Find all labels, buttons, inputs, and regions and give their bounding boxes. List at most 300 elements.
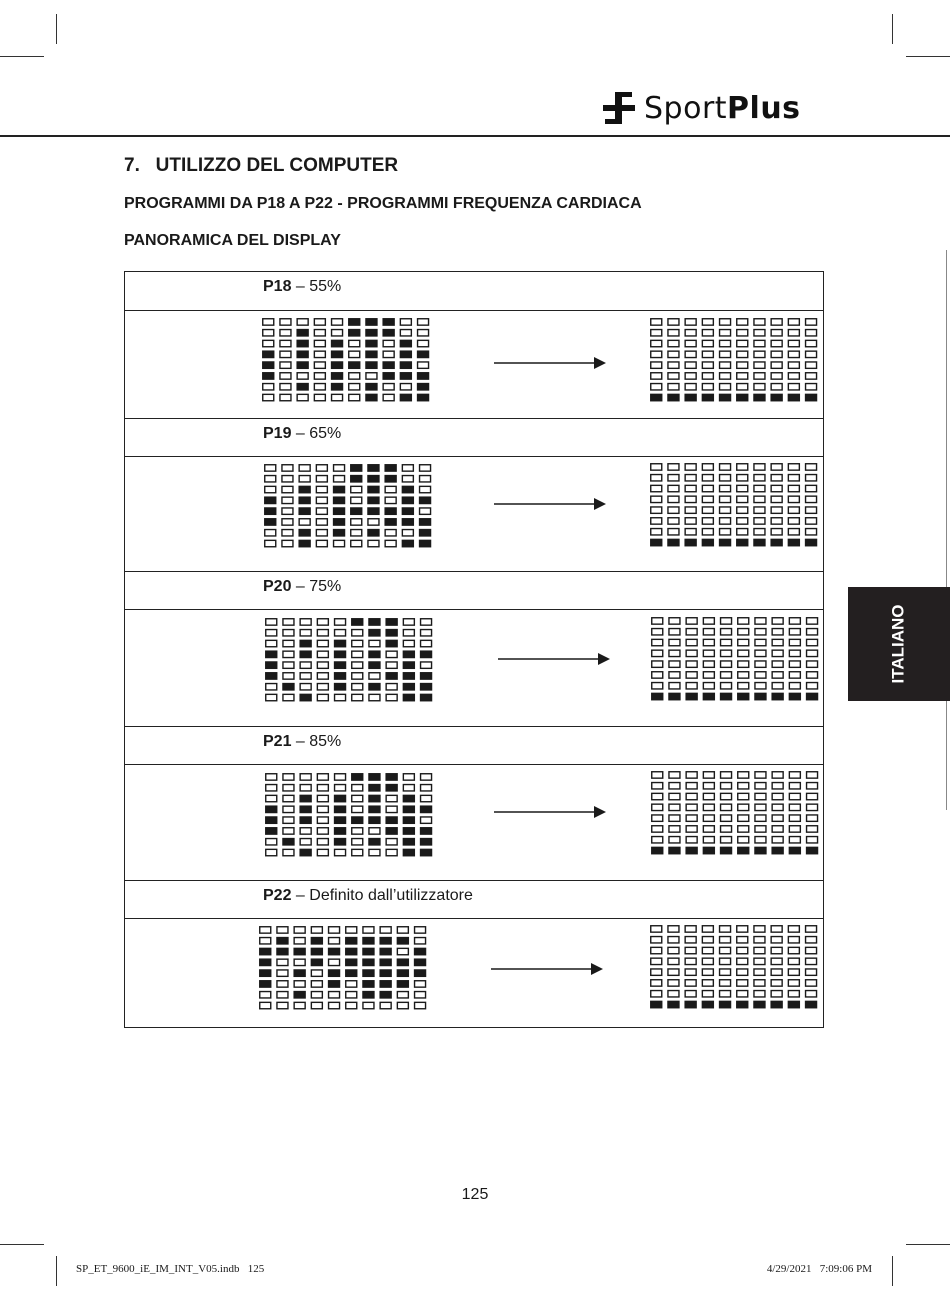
- led-segment-off: [263, 384, 274, 390]
- led-segment-on: [332, 384, 343, 390]
- led-segment-off: [737, 947, 748, 953]
- led-segment-off: [277, 992, 288, 998]
- led-segment-off: [651, 319, 662, 325]
- led-segment-on: [789, 847, 800, 853]
- led-segment-on: [402, 540, 413, 546]
- program-code: P20: [263, 578, 292, 595]
- led-segment-on: [685, 394, 696, 400]
- led-segment-off: [738, 772, 749, 778]
- led-segment-off: [721, 826, 732, 832]
- led-segment-off: [771, 384, 782, 390]
- led-segment-off: [720, 485, 731, 491]
- led-segment-off: [771, 373, 782, 379]
- led-segment-off: [352, 684, 363, 690]
- led-segment-off: [668, 485, 679, 491]
- led-segment-off: [669, 772, 680, 778]
- led-segment-off: [738, 618, 749, 624]
- led-segment-off: [686, 618, 697, 624]
- led-segment-off: [702, 980, 713, 986]
- led-segment-off: [335, 774, 346, 780]
- led-segment-off: [806, 330, 817, 336]
- led-segment-on: [335, 795, 346, 801]
- led-segment-off: [737, 958, 748, 964]
- led-segment-on: [366, 319, 377, 325]
- led-segment-off: [265, 465, 276, 471]
- led-segment-off: [720, 518, 731, 524]
- led-segment-on: [260, 970, 271, 976]
- led-segment-off: [720, 351, 731, 357]
- led-segment-off: [397, 927, 408, 933]
- led-segment-on: [300, 806, 311, 812]
- led-segment-off: [771, 475, 782, 481]
- led-segment-off: [788, 384, 799, 390]
- led-segment-off: [363, 927, 374, 933]
- led-segment-off: [352, 673, 363, 679]
- program-code: P19: [263, 425, 292, 442]
- led-segment-on: [400, 394, 411, 400]
- led-segment-off: [263, 340, 274, 346]
- led-segment-on: [420, 530, 431, 536]
- led-segment-on: [702, 1001, 713, 1007]
- led-segment-on: [386, 630, 397, 636]
- led-segment-off: [668, 351, 679, 357]
- led-segment-on: [300, 795, 311, 801]
- led-segment-off: [351, 530, 362, 536]
- led-segment-off: [788, 330, 799, 336]
- led-segment-off: [668, 340, 679, 346]
- led-segment-off: [314, 351, 325, 357]
- led-segment-off: [403, 630, 414, 636]
- led-segment-on: [299, 497, 310, 503]
- led-segment-off: [349, 351, 360, 357]
- led-segment-on: [668, 394, 679, 400]
- footer-file: SP_ET_9600_iE_IM_INT_V05.indb 125: [76, 1263, 265, 1275]
- led-segment-off: [738, 783, 749, 789]
- led-segment-off: [369, 828, 380, 834]
- led-segment-off: [329, 1002, 340, 1008]
- led-segment-off: [806, 485, 817, 491]
- led-segment-off: [311, 981, 322, 987]
- led-segment-off: [772, 650, 783, 656]
- crop-mark: [906, 1244, 950, 1245]
- led-segment-on: [380, 970, 391, 976]
- program-desc: – Definito dall’utilizzatore: [291, 887, 473, 904]
- led-segment-on: [283, 839, 294, 845]
- led-segment-on: [403, 662, 414, 668]
- led-segment-off: [402, 476, 413, 482]
- led-segment-on: [721, 693, 732, 699]
- led-segment-on: [299, 530, 310, 536]
- led-segment-off: [771, 507, 782, 513]
- led-segment-on: [369, 806, 380, 812]
- led-segment-off: [652, 639, 663, 645]
- led-segment-off: [772, 683, 783, 689]
- led-segment-off: [346, 981, 357, 987]
- led-segment-off: [772, 826, 783, 832]
- led-segment-off: [380, 927, 391, 933]
- led-segment-off: [283, 630, 294, 636]
- led-segment-on: [421, 673, 432, 679]
- led-segment-off: [720, 340, 731, 346]
- led-segment-off: [415, 981, 426, 987]
- led-segment-off: [669, 618, 680, 624]
- led-segment-off: [686, 783, 697, 789]
- led-segment-on: [297, 362, 308, 368]
- arrow-head: [594, 357, 606, 369]
- arrow-head: [594, 806, 606, 818]
- led-segment-off: [386, 839, 397, 845]
- led-segment-on: [369, 774, 380, 780]
- target-matrix: [651, 617, 823, 704]
- program-row-label: [124, 271, 824, 311]
- led-segment-off: [652, 618, 663, 624]
- led-segment-off: [335, 630, 346, 636]
- subtitle: PROGRAMMI DA P18 A P22 - PROGRAMMI FREQUENZA CARDIACA: [124, 195, 642, 212]
- led-segment-off: [283, 828, 294, 834]
- led-segment-off: [314, 340, 325, 346]
- led-segment-off: [755, 639, 766, 645]
- led-segment-on: [366, 351, 377, 357]
- led-segment-on: [386, 619, 397, 625]
- led-segment-off: [317, 828, 328, 834]
- led-segment-off: [352, 795, 363, 801]
- led-segment-off: [738, 629, 749, 635]
- led-segment-on: [349, 330, 360, 336]
- led-segment-off: [652, 672, 663, 678]
- led-segment-on: [386, 640, 397, 646]
- led-segment-off: [403, 619, 414, 625]
- led-segment-off: [771, 969, 782, 975]
- brand-name-light: Sport: [644, 90, 728, 126]
- led-segment-off: [754, 340, 765, 346]
- led-segment-off: [702, 340, 713, 346]
- led-segment-off: [771, 362, 782, 368]
- led-segment-off: [314, 330, 325, 336]
- program-code: P18: [263, 278, 292, 295]
- led-segment-on: [332, 373, 343, 379]
- led-segment-on: [363, 992, 374, 998]
- led-segment-off: [720, 373, 731, 379]
- led-segment-off: [282, 519, 293, 525]
- led-segment-off: [260, 927, 271, 933]
- led-segment-off: [685, 362, 696, 368]
- led-segment-off: [686, 639, 697, 645]
- led-segment-on: [263, 362, 274, 368]
- led-segment-on: [402, 508, 413, 514]
- led-segment-off: [685, 947, 696, 953]
- led-segment-off: [651, 373, 662, 379]
- section-title: 7. UTILIZZO DEL COMPUTER: [124, 155, 399, 176]
- led-segment-on: [260, 981, 271, 987]
- led-segment-off: [685, 475, 696, 481]
- led-segment-off: [652, 629, 663, 635]
- led-segment-on: [266, 673, 277, 679]
- led-segment-off: [721, 672, 732, 678]
- led-segment-off: [317, 651, 328, 657]
- led-segment-on: [772, 693, 783, 699]
- led-segment-on: [651, 539, 662, 545]
- led-segment-off: [807, 815, 818, 821]
- led-segment-off: [702, 351, 713, 357]
- led-segment-off: [352, 662, 363, 668]
- led-segment-off: [265, 540, 276, 546]
- led-segment-off: [421, 785, 432, 791]
- led-segment-on: [385, 465, 396, 471]
- led-segment-off: [300, 630, 311, 636]
- led-segment-off: [806, 496, 817, 502]
- led-segment-off: [737, 991, 748, 997]
- led-segment-on: [366, 330, 377, 336]
- led-segment-on: [806, 1001, 817, 1007]
- led-segment-off: [282, 486, 293, 492]
- led-segment-off: [754, 926, 765, 932]
- led-segment-off: [703, 826, 714, 832]
- led-segment-off: [720, 330, 731, 336]
- led-segment-off: [277, 927, 288, 933]
- profile-matrix: [259, 926, 431, 1013]
- led-segment-on: [335, 673, 346, 679]
- led-segment-on: [403, 849, 414, 855]
- led-segment-on: [806, 539, 817, 545]
- led-segment-off: [720, 926, 731, 932]
- led-segment-off: [738, 639, 749, 645]
- led-segment-off: [703, 804, 714, 810]
- led-segment-off: [755, 618, 766, 624]
- led-segment-off: [352, 640, 363, 646]
- brand-name-bold: Plus: [727, 90, 801, 126]
- led-segment-off: [788, 507, 799, 513]
- led-segment-off: [686, 629, 697, 635]
- led-segment-off: [300, 684, 311, 690]
- led-segment-on: [332, 340, 343, 346]
- led-segment-on: [415, 959, 426, 965]
- led-segment-off: [421, 817, 432, 823]
- led-segment-on: [335, 806, 346, 812]
- led-segment-on: [369, 684, 380, 690]
- led-segment-off: [702, 485, 713, 491]
- led-segment-on: [720, 539, 731, 545]
- led-segment-on: [335, 662, 346, 668]
- led-segment-off: [721, 639, 732, 645]
- led-segment-off: [755, 629, 766, 635]
- led-segment-on: [738, 847, 749, 853]
- led-segment-off: [668, 518, 679, 524]
- led-segment-off: [754, 529, 765, 535]
- led-segment-off: [720, 319, 731, 325]
- led-segment-off: [771, 496, 782, 502]
- led-segment-off: [668, 464, 679, 470]
- led-segment-off: [668, 937, 679, 943]
- led-segment-on: [771, 539, 782, 545]
- led-segment-on: [669, 847, 680, 853]
- led-segment-off: [788, 351, 799, 357]
- led-segment-on: [754, 1001, 765, 1007]
- led-segment-off: [317, 640, 328, 646]
- led-segment-off: [329, 938, 340, 944]
- led-segment-off: [352, 839, 363, 845]
- crop-mark: [0, 56, 44, 57]
- led-segment-on: [403, 828, 414, 834]
- led-segment-off: [297, 319, 308, 325]
- led-segment-on: [263, 373, 274, 379]
- led-segment-off: [385, 540, 396, 546]
- led-segment-off: [294, 959, 305, 965]
- led-segment-off: [788, 362, 799, 368]
- led-segment-off: [421, 662, 432, 668]
- led-segment-off: [737, 319, 748, 325]
- led-segment-on: [737, 394, 748, 400]
- led-segment-off: [282, 508, 293, 514]
- led-segment-off: [737, 485, 748, 491]
- led-segment-off: [299, 476, 310, 482]
- led-segment-on: [720, 1001, 731, 1007]
- led-segment-on: [260, 959, 271, 965]
- led-segment-off: [651, 507, 662, 513]
- led-segment-off: [265, 486, 276, 492]
- led-segment-on: [352, 817, 363, 823]
- led-segment-off: [332, 319, 343, 325]
- led-segment-off: [283, 806, 294, 812]
- led-segment-off: [651, 969, 662, 975]
- led-segment-on: [266, 817, 277, 823]
- brand-logo: [600, 88, 801, 128]
- led-segment-off: [737, 496, 748, 502]
- led-segment-on: [686, 847, 697, 853]
- led-segment-off: [807, 837, 818, 843]
- led-segment-on: [263, 351, 274, 357]
- led-segment-off: [668, 958, 679, 964]
- led-segment-off: [685, 373, 696, 379]
- led-segment-off: [721, 629, 732, 635]
- led-segment-off: [720, 958, 731, 964]
- led-segment-on: [352, 774, 363, 780]
- led-segment-off: [806, 529, 817, 535]
- led-segment-off: [420, 465, 431, 471]
- led-segment-off: [386, 651, 397, 657]
- program-row-label: [124, 880, 824, 919]
- arrow-icon: [494, 497, 608, 511]
- led-segment-off: [754, 485, 765, 491]
- led-segment-on: [311, 948, 322, 954]
- led-segment-off: [300, 662, 311, 668]
- led-segment-on: [346, 938, 357, 944]
- led-segment-on: [418, 384, 429, 390]
- led-segment-off: [807, 661, 818, 667]
- led-segment-off: [668, 384, 679, 390]
- led-segment-on: [421, 694, 432, 700]
- led-segment-off: [314, 394, 325, 400]
- led-segment-on: [721, 847, 732, 853]
- led-segment-off: [807, 639, 818, 645]
- led-segment-on: [346, 959, 357, 965]
- led-segment-off: [415, 938, 426, 944]
- led-segment-off: [807, 650, 818, 656]
- led-segment-off: [352, 651, 363, 657]
- led-segment-off: [789, 783, 800, 789]
- led-segment-off: [668, 475, 679, 481]
- led-segment-off: [789, 672, 800, 678]
- led-segment-off: [311, 1002, 322, 1008]
- led-segment-off: [737, 475, 748, 481]
- led-segment-off: [283, 795, 294, 801]
- led-segment-off: [788, 529, 799, 535]
- led-segment-on: [403, 839, 414, 845]
- led-segment-off: [685, 485, 696, 491]
- led-segment-off: [772, 837, 783, 843]
- led-segment-off: [317, 785, 328, 791]
- led-segment-on: [755, 693, 766, 699]
- led-segment-off: [720, 507, 731, 513]
- led-segment-on: [686, 693, 697, 699]
- led-segment-off: [329, 927, 340, 933]
- led-segment-off: [300, 828, 311, 834]
- led-segment-off: [397, 948, 408, 954]
- led-segment-off: [789, 804, 800, 810]
- led-segment-off: [418, 340, 429, 346]
- led-segment-off: [277, 970, 288, 976]
- target-matrix: [651, 771, 823, 858]
- led-segment-off: [282, 540, 293, 546]
- led-segment-off: [652, 837, 663, 843]
- led-segment-off: [282, 465, 293, 471]
- led-segment-off: [685, 319, 696, 325]
- led-segment-off: [806, 969, 817, 975]
- led-segment-on: [737, 539, 748, 545]
- led-segment-off: [738, 826, 749, 832]
- led-segment-on: [386, 785, 397, 791]
- led-segment-on: [311, 938, 322, 944]
- led-segment-on: [383, 373, 394, 379]
- led-segment-off: [294, 938, 305, 944]
- led-segment-off: [721, 650, 732, 656]
- program-desc: – 75%: [291, 578, 342, 595]
- led-segment-on: [260, 948, 271, 954]
- led-segment-on: [368, 508, 379, 514]
- led-segment-on: [669, 693, 680, 699]
- led-segment-off: [282, 476, 293, 482]
- led-segment-off: [265, 530, 276, 536]
- led-segment-off: [669, 804, 680, 810]
- led-segment-on: [386, 774, 397, 780]
- led-segment-off: [721, 661, 732, 667]
- led-segment-on: [380, 948, 391, 954]
- led-segment-off: [772, 804, 783, 810]
- led-segment-off: [703, 815, 714, 821]
- led-segment-off: [266, 795, 277, 801]
- led-segment-on: [300, 849, 311, 855]
- led-segment-on: [403, 651, 414, 657]
- led-segment-off: [277, 1002, 288, 1008]
- led-segment-off: [266, 785, 277, 791]
- led-segment-off: [685, 958, 696, 964]
- led-segment-off: [386, 684, 397, 690]
- led-segment-off: [335, 619, 346, 625]
- led-segment-off: [668, 373, 679, 379]
- led-segment-off: [651, 362, 662, 368]
- led-segment-off: [311, 970, 322, 976]
- led-segment-off: [297, 394, 308, 400]
- led-segment-off: [703, 629, 714, 635]
- led-segment-off: [283, 774, 294, 780]
- led-segment-off: [652, 815, 663, 821]
- led-segment-on: [702, 539, 713, 545]
- led-segment-off: [668, 947, 679, 953]
- led-segment-off: [737, 384, 748, 390]
- led-segment-on: [652, 693, 663, 699]
- led-segment-off: [668, 969, 679, 975]
- led-segment-on: [397, 981, 408, 987]
- led-segment-off: [788, 475, 799, 481]
